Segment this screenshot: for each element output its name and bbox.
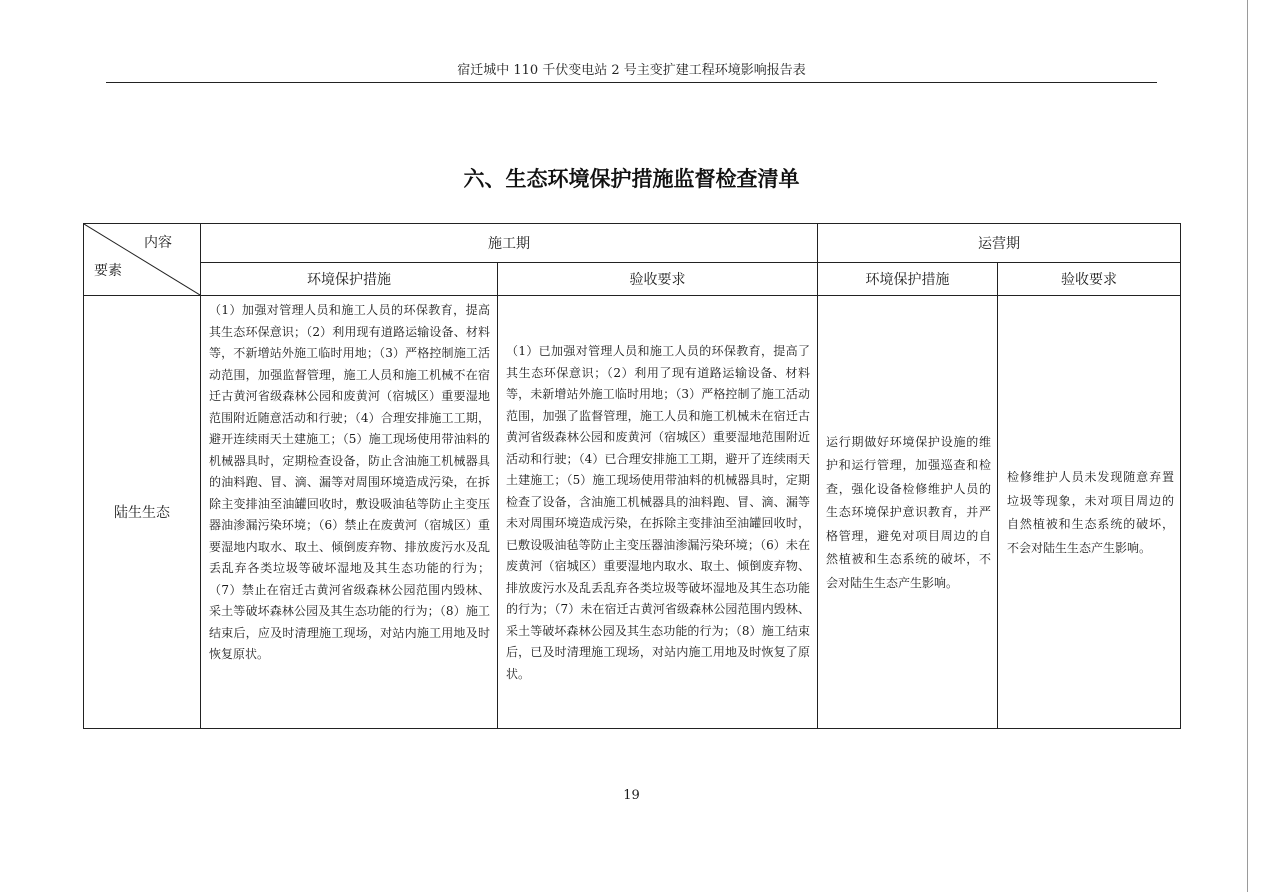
page-edge-line (1247, 0, 1248, 892)
operation-measures-header: 环境保护措施 (818, 263, 998, 296)
corner-header-cell (84, 224, 201, 296)
header-rule (106, 82, 1157, 83)
construction-phase-header: 施工期 (201, 224, 818, 263)
construction-acceptance-header: 验收要求 (498, 263, 818, 296)
construction-acceptance-cell: （1）已加强对管理人员和施工人员的环保教育，提高了其生态环保意识；（2）利用了现有道路运输设备、材料等，未新增站外施工临时用地；（3）严格控制了施工活动范围，加强了监督管理，施工人员和施工机械未在宿迁古黄河省级森林公园和废黄河（宿城区）重要湿地范围附近活动和行驶；（4）已合理安排施工工期，避开了连续雨天土建施工；（5）施工现场使用带油料的机械器具时，定期检查了设备，含油施工机械器具的油料跑、冒、滴、漏等未对周围环境造成污染，在拆除主变排油至油罐回收时，已敷设吸油毡等防止主变压器油渗漏污染环境；（6）未在废黄河（宿城区）重要湿地内取水、取土、倾倒废弃物、排放废污水及乱丢乱弃各类垃圾等破坏湿地及其生态功能的行为；（7）未在宿迁古黄河省级森林公园范围内毁林、采土等破坏森林公园及其生态功能的行为；（8）施工结束后，已及时清理施工现场，对站内施工用地及时恢复了原状。 (498, 296, 818, 729)
supervision-checklist-table (83, 223, 1181, 729)
operation-acceptance-header: 验收要求 (998, 263, 1181, 296)
operation-acceptance-cell: 检修维护人员未发现随意弃置垃圾等现象，未对项目周边的自然植被和生态系统的破坏，不会对陆生生态产生影响。 (998, 296, 1181, 729)
operation-measures-cell: 运行期做好环境保护设施的维护和运行管理，加强巡查和检查，强化设备检修维护人员的生态环境保护意识教育，并严格管理，避免对项目周边的自然植被和生态系统的破坏，不会对陆生生态产生影响。 (818, 296, 998, 729)
phase-header-row (84, 224, 1181, 263)
row-element-label: 陆生生态 (84, 296, 201, 729)
page-number: 19 (623, 788, 640, 803)
running-header: 宿迁城中 110 千伏变电站 2 号主变扩建工程环境影响报告表 (457, 63, 806, 78)
table-row (84, 296, 1181, 729)
subheader-row (84, 263, 1181, 296)
corner-content-label: 内容 (144, 235, 172, 251)
section-title: 六、生态环境保护措施监督检查清单 (463, 167, 800, 191)
construction-measures-cell: （1）加强对管理人员和施工人员的环保教育，提高其生态环保意识；（2）利用现有道路运输设备、材料等，不新增站外施工临时用地；（3）严格控制施工活动范围，加强监督管理，施工人员和施工机械不在宿迁古黄河省级森林公园和废黄河（宿城区）重要湿地范围附近随意活动和行驶；（4）合理安排施工工期，避开连续雨天土建施工；（5）施工现场使用带油料的机械器具时，定期检查设备，防止含油施工机械器具的油料跑、冒、滴、漏等对周围环境造成污染，在拆除主变排油至油罐回收时，敷设吸油毡等防止主变压器油渗漏污染环境；（6）禁止在废黄河（宿城区）重要湿地内取水、取土、倾倒废弃物、排放废污水及乱丢乱弃各类垃圾等破坏湿地及其生态功能的行为；（7）禁止在宿迁古黄河省级森林公园范围内毁林、采土等破坏森林公园及其生态功能的行为；（8）施工结束后，应及时清理施工现场，对站内施工用地及时恢复原状。 (201, 296, 498, 729)
operation-phase-header: 运营期 (818, 224, 1181, 263)
construction-measures-header: 环境保护措施 (201, 263, 498, 296)
corner-element-label: 要素 (94, 263, 122, 279)
